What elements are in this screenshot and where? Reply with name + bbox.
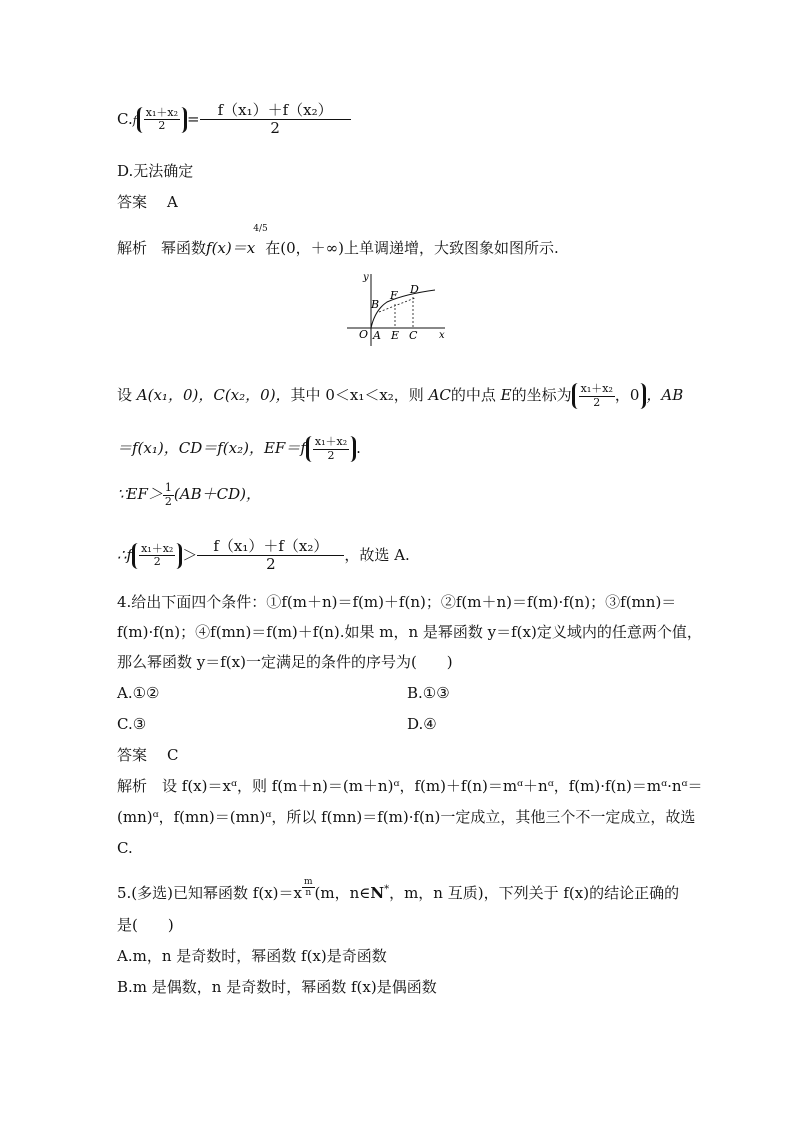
answer-line	[117, 192, 178, 212]
natural-numbers: N	[370, 884, 385, 902]
numerator: x₁＋x₂	[314, 435, 348, 448]
numerator: x₁＋x₂	[580, 382, 613, 395]
bracket-group	[137, 107, 187, 133]
denominator: 2	[270, 119, 280, 138]
x-label: x	[439, 330, 445, 341]
denominator: 2	[164, 494, 172, 508]
text: 5.(多选)已知幂函数 f(x)＝x	[117, 884, 302, 902]
equals: =	[187, 109, 200, 128]
q4-line1: 4.给出下面四个条件：①f(m＋n)＝f(m)＋f(n)；②f(m＋n)＝f(m)·f(n)；③f(mn)＝	[117, 593, 677, 611]
text: 的坐标为	[511, 386, 572, 405]
q5-line2: 是( )	[117, 916, 174, 934]
therefore-line	[117, 538, 410, 574]
power-function: f(x)＝x	[206, 239, 256, 257]
text: ，AB	[646, 386, 684, 405]
label-d: D	[410, 283, 419, 296]
analysis2-line3: C.	[117, 839, 133, 857]
text: (m，n∈	[314, 884, 371, 902]
rhs-fraction	[200, 102, 351, 138]
text: 其中 0＜x₁＜x₂，则	[290, 386, 429, 405]
fraction	[144, 107, 180, 133]
label-a: A	[373, 329, 381, 342]
q4-line2: f(m)·f(n)；④f(mn)＝f(m)＋f(n).如果 m，n 是幂函数 y＝f(x)定义域内的任意两个值，	[117, 623, 702, 641]
label-c: C	[409, 329, 418, 342]
denominator: 2	[158, 119, 166, 133]
exponent: 4/5	[253, 224, 268, 234]
label-e: E	[391, 329, 400, 342]
q5-option-b: B.m 是偶数，n 是奇数时，幂函数 f(x)是偶函数	[117, 978, 437, 996]
q4-line3: 那么幂函数 y＝f(x)一定满足的条件的序号为( )	[117, 653, 453, 671]
q4-option-d: D.④	[407, 715, 437, 733]
q4-option-a: A.①②	[117, 684, 160, 702]
q4-option-b: B.①③	[407, 684, 450, 702]
analysis-text: 在(0，＋∞)上单调递增，大致图象如图所示.	[265, 239, 559, 257]
point-c: C(x₂，0)，	[213, 386, 291, 405]
text: 的中点	[450, 386, 501, 405]
text: .	[356, 439, 361, 458]
denominator: 2	[266, 555, 276, 574]
point-a: A(x₁，0)，	[136, 386, 214, 405]
text: ，0	[614, 386, 640, 405]
denominator: 2	[593, 395, 601, 409]
denominator: 2	[153, 555, 161, 569]
fraction	[313, 436, 349, 462]
analysis2-line2: (mn)ᵅ，f(mn)＝(mn)ᵅ，所以 f(mn)＝f(m)·f(n)一定成立，其他三个不一定成立，故选	[117, 808, 696, 826]
option-label: C.	[117, 109, 133, 128]
bracket-group	[132, 543, 182, 569]
text: ＝f(x₁)，CD＝f(x₂)，EF＝f	[117, 439, 306, 458]
q5-option-a: A.m，n 是奇数时，幂函数 f(x)是奇函数	[117, 947, 387, 965]
answer-label: 答案	[117, 193, 148, 211]
text: ＞	[182, 545, 198, 564]
q5-line1	[117, 877, 680, 907]
answer-line-2	[117, 745, 179, 765]
label-o: O	[359, 328, 369, 341]
equation-line	[117, 436, 361, 462]
bracket-group	[306, 436, 356, 462]
analysis2-line1: 解析 设 f(x)＝xᵅ，则 f(m＋n)＝(m＋n)ᵅ，f(m)＋f(n)＝mᵅ＋nᵅ，f(m)·f(n)＝mᵅ·nᵅ＝	[117, 777, 703, 795]
analysis-line	[117, 224, 559, 258]
denominator: 2	[327, 448, 335, 462]
text: ∴f	[117, 545, 133, 564]
numerator: f（x₁）＋f（x₂）	[200, 102, 351, 120]
star: *	[384, 884, 390, 895]
answer-label: 答案	[117, 746, 148, 764]
numerator: x₁＋x₂	[141, 541, 174, 555]
text: (AB＋CD)，	[173, 485, 261, 504]
label-b: B	[371, 298, 380, 311]
numerator: m	[303, 877, 313, 887]
segment-ac: AC	[428, 386, 451, 405]
text: ，m，n 互质)，下列关于 f(x)的结论正确的	[389, 884, 680, 902]
function-graph	[345, 268, 455, 348]
set-line	[117, 383, 683, 409]
curve	[371, 290, 435, 328]
text: ∵EF＞	[117, 485, 163, 504]
rhs-fraction	[197, 538, 344, 574]
label-f: F	[390, 289, 398, 302]
denominator: n	[305, 888, 312, 899]
text: 设	[117, 386, 137, 405]
text: ，故选 A.	[344, 545, 410, 564]
fraction	[579, 383, 615, 409]
numerator: f（x₁）＋f（x₂）	[197, 538, 344, 556]
q4-option-c: C.③	[117, 715, 147, 733]
numerator: 1	[164, 481, 172, 494]
y-label: y	[363, 272, 369, 283]
analysis-text: 幂函数	[161, 239, 207, 257]
numerator: x₁＋x₂	[145, 105, 179, 119]
fraction	[139, 543, 175, 569]
since-line	[117, 482, 261, 508]
answer-value: A	[167, 193, 178, 211]
analysis-label: 解析	[117, 239, 148, 257]
answer-value: C	[167, 746, 179, 764]
coordinate-group	[572, 383, 647, 409]
option-c	[117, 102, 351, 138]
exponent-fraction	[302, 877, 315, 899]
fraction	[163, 482, 174, 508]
point-e: E	[500, 386, 512, 405]
option-d: D.无法确定	[117, 162, 194, 180]
func-f: f	[132, 113, 137, 127]
